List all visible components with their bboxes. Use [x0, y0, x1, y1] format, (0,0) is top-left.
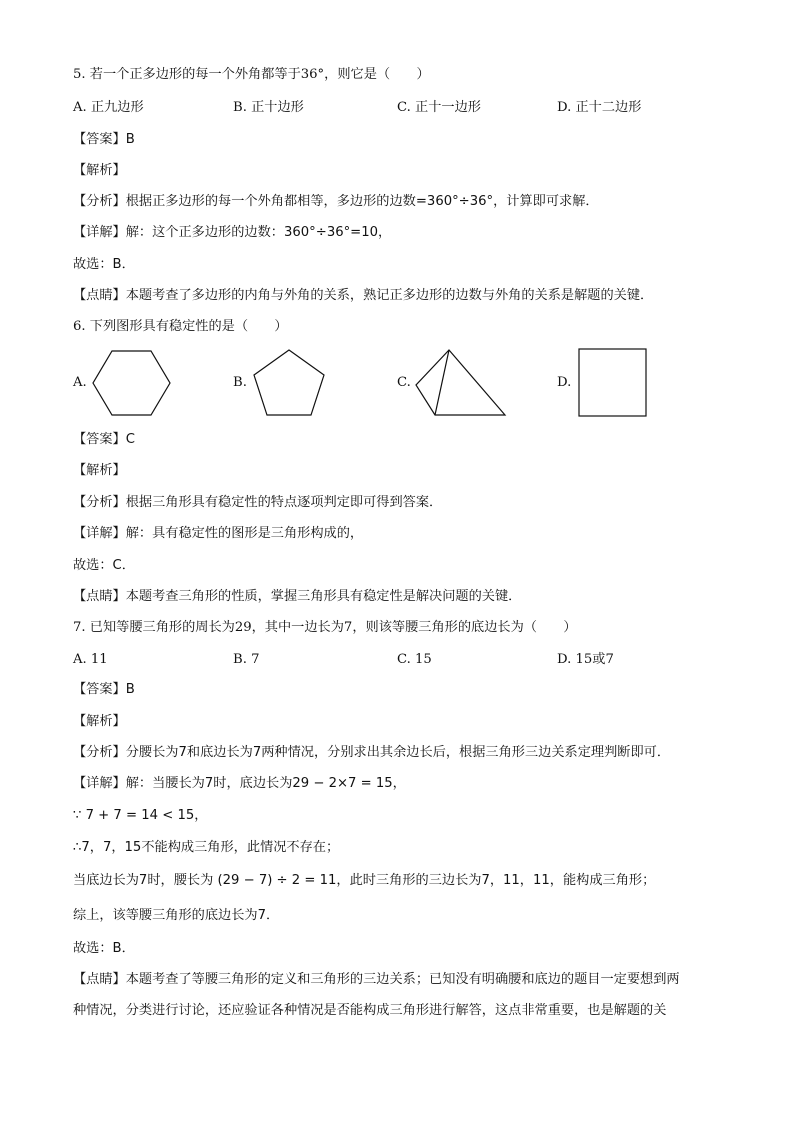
pentagon-figure: [252, 349, 326, 417]
q5-option-c: C. 正十一边形: [397, 100, 481, 115]
q5-analysis-label: 【解析】: [73, 163, 126, 178]
q5-fenxi: 【分析】根据正多边形的每一个外角都相等，多边形的边数=360°÷36°，计算即可求解．: [73, 194, 599, 209]
q7-therefore: ∴7，7，15不能构成三角形，此情况不存在；: [73, 840, 340, 855]
q7-option-b: B. 7: [233, 652, 260, 667]
q5-option-b: B. 正十边形: [233, 100, 304, 115]
q7-dianjing-line1: 【点睛】本题考查了等腰三角形的定义和三角形的三边关系；已知没有明确腰和底边的题目一定要想到两: [73, 972, 680, 987]
q6-xiangjie: 【详解】解：具有稳定性的图形是三角形构成的，: [73, 526, 364, 541]
q7-fenxi: 【分析】分腰长为7和底边长为7两种情况，分别求出其余边长后，根据三角形三边关系定理判断即可．: [73, 745, 671, 760]
q5-option-a: A. 正九边形: [73, 100, 144, 115]
q7-choice: 故选：B．: [73, 941, 135, 956]
q7-case2: 当底边长为7时，腰长为 (29 − 7) ÷ 2 = 11，此时三角形的三边长为7，11，11，能构成三角形；: [73, 873, 656, 888]
q6-fenxi: 【分析】根据三角形具有稳定性的特点逐项判定即可得到答案．: [73, 495, 443, 510]
q6-answer: 【答案】C: [73, 432, 135, 447]
q6-option-b-label: B.: [233, 375, 247, 390]
q7-option-c: C. 15: [397, 652, 432, 667]
q7-xiangjie: 【详解】解：当腰长为7时，底边长为29 − 2×7 = 15，: [73, 776, 406, 791]
q6-dianjing: 【点睛】本题考查三角形的性质，掌握三角形具有稳定性是解决问题的关键．: [73, 589, 522, 604]
q6-choice: 故选：C．: [73, 558, 135, 573]
q6-question: 6. 下列图形具有稳定性的是（ ）: [73, 319, 288, 334]
q7-summary: 综上，该等腰三角形的底边长为7．: [73, 908, 280, 923]
q6-option-d-label: D.: [557, 375, 572, 390]
q5-choice: 故选：B．: [73, 257, 135, 272]
q5-option-d: D. 正十二边形: [557, 100, 642, 115]
q5-dianjing: 【点睛】本题考查了多边形的内角与外角的关系，熟记正多边形的边数与外角的关系是解题的关键．: [73, 288, 654, 303]
q6-option-c-label: C.: [397, 375, 411, 390]
q7-answer: 【答案】B: [73, 682, 135, 697]
q7-analysis-label: 【解析】: [73, 714, 126, 729]
q7-option-d: D. 15或7: [557, 652, 614, 667]
q7-dianjing-line2: 种情况，分类进行讨论，还应验证各种情况是否能构成三角形进行解答，这点非常重要，也是解题的关: [73, 1003, 667, 1018]
triangle-figure: [414, 348, 508, 418]
q5-question: 5. 若一个正多边形的每一个外角都等于36°，则它是（ ）: [73, 67, 430, 82]
q7-option-a: A. 11: [73, 652, 108, 667]
q7-question: 7. 已知等腰三角形的周长为29，其中一边长为7，则该等腰三角形的底边长为（ ）: [73, 620, 577, 635]
q6-analysis-label: 【解析】: [73, 463, 126, 478]
q7-because: ∵ 7 + 7 = 14 < 15，: [73, 808, 208, 823]
hexagon-figure: [92, 350, 172, 418]
q5-xiangjie: 【详解】解：这个正多边形的边数：360°÷36°=10，: [73, 225, 392, 240]
q5-answer: 【答案】B: [73, 132, 135, 147]
square-figure: [578, 348, 648, 418]
q6-option-a-label: A.: [73, 375, 87, 390]
